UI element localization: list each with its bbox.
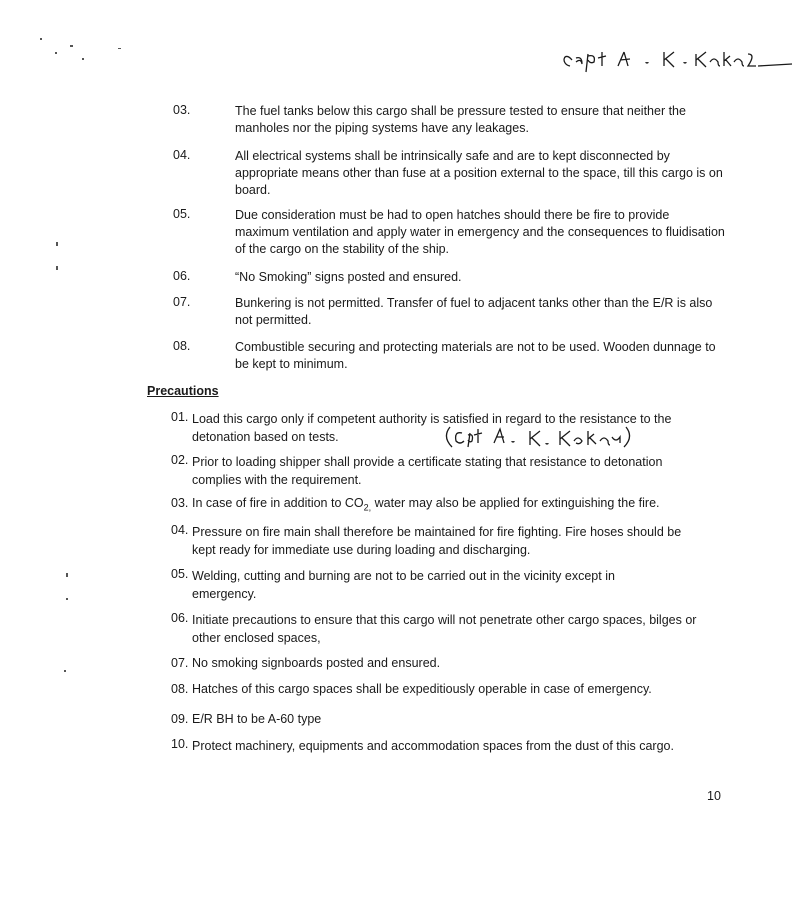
item-number: 03. xyxy=(171,496,189,510)
page-number: 10 xyxy=(707,789,721,803)
item-text: Prior to loading shipper shall provide a certificate stating that resistance to detonation complies with the requirement. xyxy=(192,455,663,487)
item-number: 07. xyxy=(171,656,189,670)
item-number: 09. xyxy=(171,712,189,726)
item-text: Protect machinery, equipments and accommodation spaces from the dust of this cargo. xyxy=(192,739,674,753)
scan-speck xyxy=(56,266,58,270)
item-text: Welding, cutting and burning are not to be carried out in the vicinity except in emergency. xyxy=(192,569,615,601)
item-number: 05. xyxy=(173,207,191,221)
item-number: 06. xyxy=(171,611,189,625)
signature-top xyxy=(558,40,793,74)
item-text: Bunkering is not permitted. Transfer of fuel to adjacent tanks other than the E/R is also not permitted. xyxy=(235,296,713,327)
item-text xyxy=(192,496,660,513)
item-number: 03. xyxy=(173,103,191,117)
text-segment: In case of fire in addition to CO xyxy=(192,496,364,510)
item-number: 10. xyxy=(171,737,189,751)
subscript: 2, xyxy=(363,502,372,513)
item-number: 02. xyxy=(171,453,189,467)
scan-speck xyxy=(70,45,73,47)
item-text: Combustible securing and protecting materials are not to be used. Wooden dunnage to be kept to minimum. xyxy=(235,340,716,371)
scan-speck xyxy=(40,38,42,40)
scan-speck xyxy=(56,242,58,246)
item-number: 04. xyxy=(171,523,189,537)
item-number: 05. xyxy=(171,567,189,581)
item-text: Initiate precautions to ensure that this cargo will not penetrate other cargo spaces, bilges or other enclosed spaces, xyxy=(192,613,697,645)
item-text: “No Smoking” signs posted and ensured. xyxy=(235,270,462,284)
scan-speck xyxy=(55,52,57,54)
item-text: E/R BH to be A-60 type xyxy=(192,712,322,726)
item-number: 08. xyxy=(171,682,189,696)
scan-speck xyxy=(66,573,68,577)
scan-speck xyxy=(64,670,66,672)
scan-speck xyxy=(82,58,84,60)
item-number: 08. xyxy=(173,339,191,353)
item-number: 07. xyxy=(173,295,191,309)
item-number: 06. xyxy=(173,269,191,283)
item-number: 04. xyxy=(173,148,191,162)
item-text: Hatches of this cargo spaces shall be expeditiously operable in case of emergency. xyxy=(192,682,652,696)
section-heading: Precautions xyxy=(147,384,219,398)
scan-speck xyxy=(118,48,121,49)
item-text: Pressure on fire main shall therefore be maintained for fire fighting. Fire hoses should be kept ready for immediate use during loading and discharging. xyxy=(192,525,682,557)
signature-inline xyxy=(442,423,642,451)
item-text: Due consideration must be had to open hatches should there be fire to provide maximum ventilation and apply water in emergency and the consequences to fluidisation of the cargo on the stability of the ship. xyxy=(235,208,725,256)
item-text: Load this cargo only if competent authority is satisfied in regard to the resistance to the detonation based on tests. xyxy=(192,412,672,444)
scan-speck xyxy=(66,598,68,600)
item-text: The fuel tanks below this cargo shall be pressure tested to ensure that neither the manholes nor the piping systems have any leakages. xyxy=(235,104,686,135)
item-text: All electrical systems shall be intrinsically safe and are to kept disconnected by appropriate means other than fuse at a position external to the space, till this cargo is on board. xyxy=(235,149,723,197)
item-number: 01. xyxy=(171,410,189,424)
text-segment: water may also be applied for extinguishing the fire. xyxy=(371,496,660,510)
item-text: No smoking signboards posted and ensured. xyxy=(192,656,441,670)
